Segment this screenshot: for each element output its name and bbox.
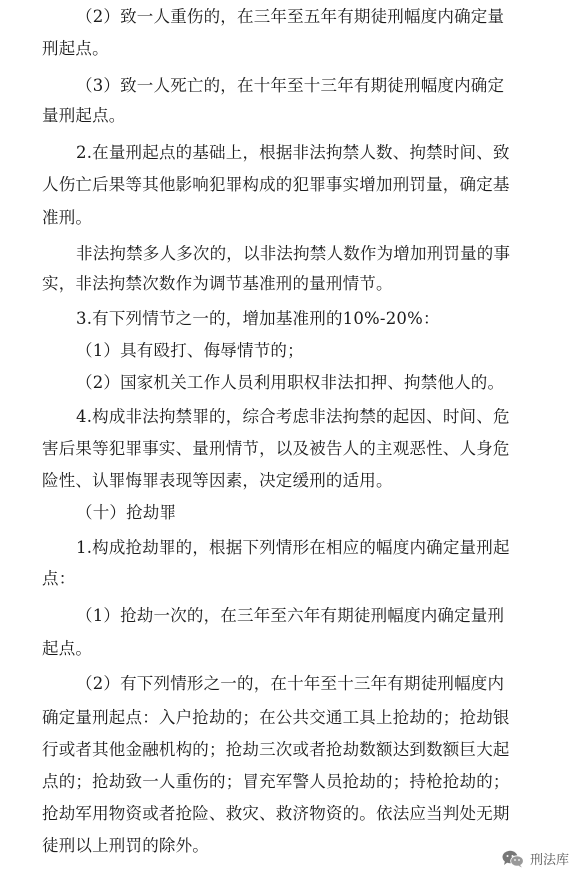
text-line: （1）抢劫一次的，在三年至六年有期徒刑幅度内确定量刑 [76,606,505,625]
text-line: 人伤亡后果等其他影响犯罪构成的犯罪事实增加刑罚量，确定基 [42,175,510,194]
text-line: 确定量刑起点：入户抢劫的；在公共交通工具上抢劫的；抢劫银 [42,708,510,727]
text-line: 点： [42,569,76,588]
text-line: 起点。 [42,639,93,658]
wechat-icon [502,850,524,868]
text-line: 量刑起点。 [42,106,126,125]
text-line: 行或者其他金融机构的；抢劫三次或者抢劫数额达到数额巨大起 [42,740,510,759]
text-line: 3.有下列情节之一的，增加基准刑的10%-20%： [76,309,440,328]
text-line: （3）致一人死亡的，在十年至十三年有期徒刑幅度内确定 [76,76,505,95]
text-line: （2）有下列情形之一的，在十年至十三年有期徒刑幅度内 [76,674,505,693]
watermark [502,849,569,868]
text-line: 刑起点。 [42,39,109,58]
section-heading: （十）抢劫罪 [76,503,177,522]
text-line: （1）具有殴打、侮辱情节的； [76,341,304,360]
text-line: 1.构成抢劫罪的，根据下列情形在相应的幅度内确定量刑起 [76,538,510,557]
text-line: 徒刑以上刑罚的除外。 [42,836,209,855]
text-line: （2）国家机关工作人员利用职权非法扣押、拘禁他人的。 [76,373,505,392]
text-line: 点的；抢劫致一人重伤的；冒充军警人员抢劫的；持枪抢劫的； [42,772,510,791]
text-line: 险性、认罪悔罪表现等因素，决定缓刑的适用。 [42,471,393,490]
text-line: 4.构成非法拘禁罪的，综合考虑非法拘禁的起因、时间、危 [76,407,510,426]
text-line: 2.在量刑起点的基础上，根据非法拘禁人数、拘禁时间、致 [76,143,510,162]
text-line: 准刑。 [42,208,93,227]
text-line: （2）致一人重伤的，在三年至五年有期徒刑幅度内确定量 [76,7,505,26]
watermark-label: 刑法库 [529,853,569,868]
text-line: 非法拘禁多人多次的，以非法拘禁人数作为增加刑罚量的事 [76,244,511,263]
text-line: 抢劫军用物资或者抢险、救灾、救济物资的。依法应当判处无期 [42,804,510,823]
text-line: 实，非法拘禁次数作为调节基准刑的量刑情节。 [42,274,393,293]
text-line: 害后果等犯罪事实、量刑情节，以及被告人的主观恶性、人身危 [42,439,510,458]
